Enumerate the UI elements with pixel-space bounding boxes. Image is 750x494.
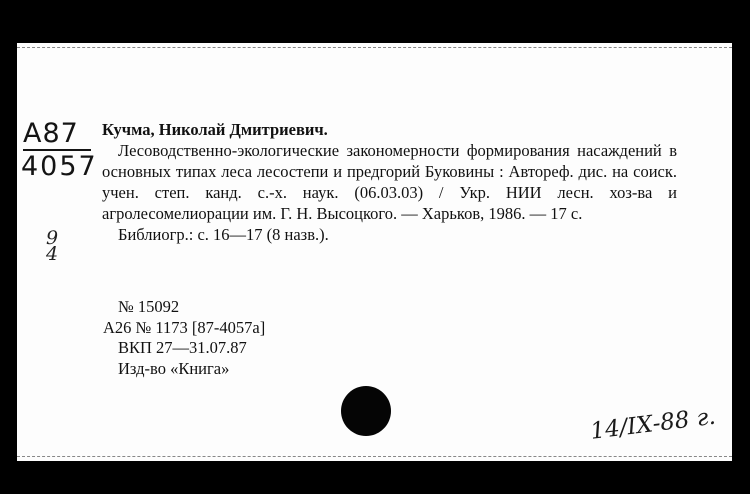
call-number-top: A87 (23, 118, 79, 149)
call-number-bottom: 4057 (21, 151, 98, 182)
handwritten-date-note: 14/ІХ-88 г. (589, 403, 717, 445)
record-number: № 15092 (118, 297, 180, 316)
shelf-code: А26 № 1173 [87-4057а] (103, 317, 266, 337)
call-number (21, 119, 98, 182)
author-heading: Кучма, Николай Дмитриевич. (102, 120, 328, 139)
entry-description: Лесоводственно-экологические закономерности формирования насаждений в основных типах леса лесостепи и предгорий Буковины : Автореф. дис. на соиск. учен. степ. канд. с.-х. наук. (06.03.03) / Укр. НИИ лесн. хоз-ва и агролесомелиорации им. Г. Н. Высоцкого. — Харьков, 1986. — 17 с. (102, 141, 677, 223)
side-note-line-2: 4 (46, 243, 59, 265)
card-metadata (103, 297, 265, 379)
punch-hole (341, 386, 391, 436)
bottom-dotted-border (17, 456, 732, 457)
bibliography-note: Библиогр.: с. 16—17 (8 назв.). (118, 225, 329, 244)
side-note-line-1: 9 (46, 227, 59, 249)
handwritten-side-note (46, 227, 59, 265)
vkp-code: ВКП 27—31.07.87 (118, 338, 247, 357)
catalog-card (17, 43, 732, 461)
bibliographic-entry (102, 119, 677, 245)
top-dotted-border (17, 47, 732, 48)
publisher: Изд-во «Книга» (118, 358, 230, 378)
